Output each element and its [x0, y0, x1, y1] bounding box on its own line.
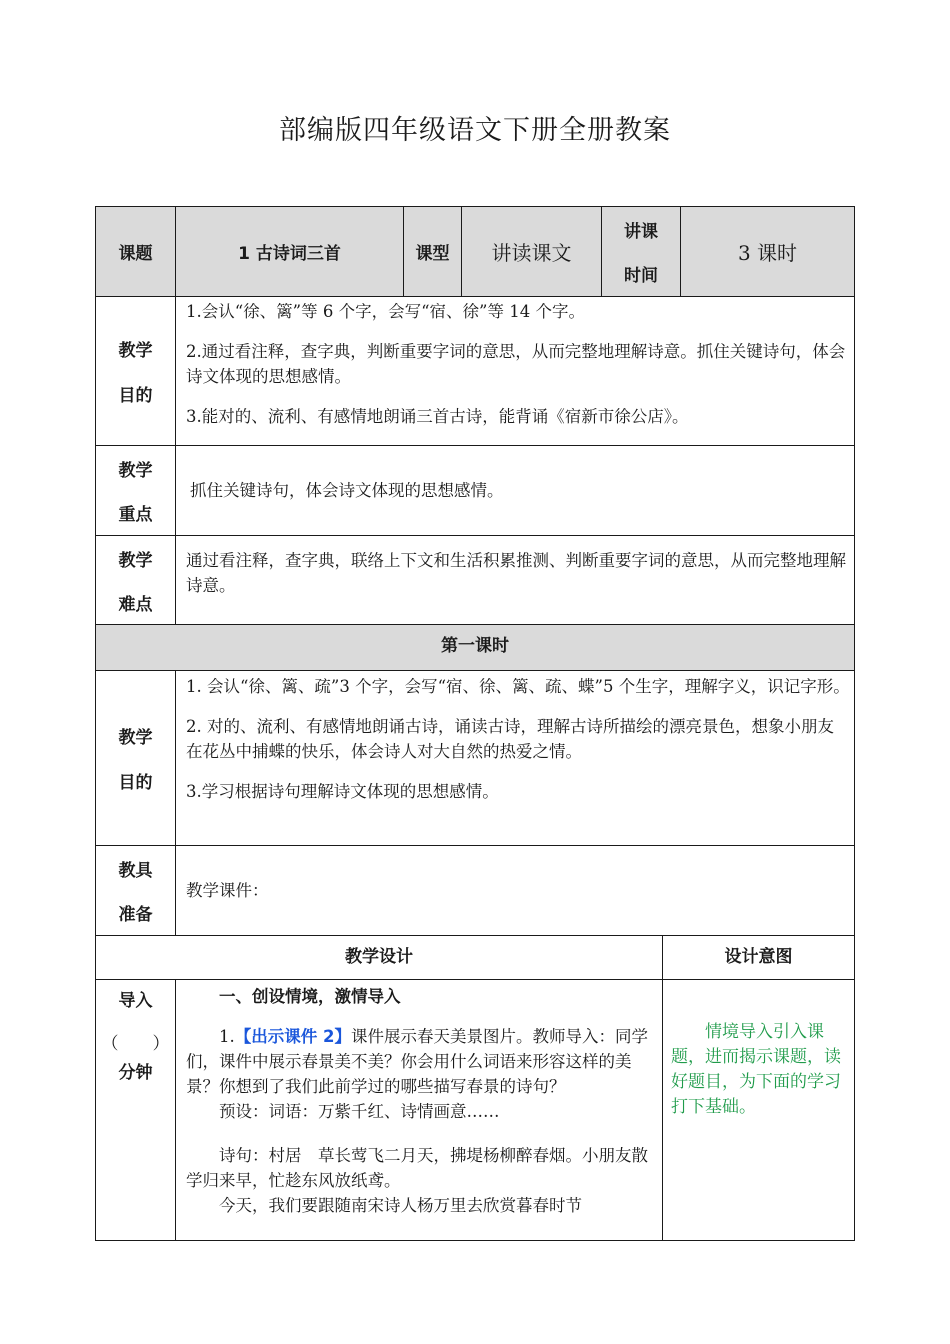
tools-content-cell [175, 845, 855, 936]
intro-paragraph-1-num: 1. [219, 1027, 235, 1046]
lesson1-objectives-label-line2: 目的 [118, 773, 153, 793]
design-header: 教学设计 [345, 947, 413, 967]
topic-value: 1 古诗词三首 [238, 244, 341, 264]
topic-value-cell [175, 206, 404, 297]
intent-content-cell [662, 979, 855, 1241]
courseware-tag: 【出示课件 2】 [234, 1027, 351, 1046]
key-points-label-cell [95, 445, 176, 536]
document-title: 部编版四年级语文下册全册教案 [279, 115, 671, 146]
objective-item: 3.能对的、流利、有感情地朗诵三首古诗，能背诵《宿新市徐公店》。 [186, 407, 689, 426]
difficulties-label-line1: 教学 [118, 550, 153, 571]
time-value-cell [680, 206, 855, 297]
intro-paragraph-2: 预设：词语：万紫千红、诗情画意…… [219, 1102, 500, 1121]
objectives-label-line1: 教学 [118, 341, 153, 361]
objectives-label-line2: 目的 [118, 386, 153, 406]
time-label-cell [601, 206, 681, 297]
lesson1-objective-item: 1. 会认“徐、篱、疏”3 个字，会写“宿、徐、篱、疏、蝶”5 个生字，理解字义，识记字形。 [186, 677, 850, 696]
intent-text: 情境导入引入课题，进而揭示课题，读好题目，为下面的学习打下基础。 [671, 1022, 841, 1117]
intro-label-line2: （ ） [101, 1034, 170, 1054]
intro-content-cell [175, 979, 663, 1241]
time-value: 3 课时 [737, 241, 798, 265]
intro-label-cell [95, 979, 176, 1241]
key-points-label-line1: 教学 [118, 460, 153, 481]
lesson1-objectives-label-line1: 教学 [118, 728, 153, 748]
tools-text: 教学课件： [186, 881, 269, 900]
tools-label-line2: 准备 [118, 905, 153, 926]
lesson1-objectives-content-cell [175, 670, 855, 846]
difficulties-label-line2: 难点 [118, 594, 153, 615]
intro-label-line1: 导入 [118, 991, 153, 1011]
tools-label-line1: 教具 [118, 860, 153, 881]
objective-item: 1.会认“徐、篱”等 6 个字，会写“宿、徐”等 14 个字。 [186, 302, 585, 321]
lesson1-objective-item: 2. 对的、流利、有感情地朗诵古诗，诵读古诗，理解古诗所描绘的漂亮景色，想象小朋友在花丛中捕蝶的快乐，体会诗人对大自然的热爱之情。 [186, 717, 834, 761]
time-label-line2: 时间 [624, 266, 658, 287]
lesson1-heading: 第一课时 [441, 636, 509, 656]
type-label-cell [403, 206, 462, 297]
key-points-label-line2: 重点 [118, 505, 153, 526]
objectives-label-cell [95, 296, 176, 446]
difficulties-text: 通过看注释，查字典，联络上下文和生活积累推测、判断重要字词的意思，从而完整地理解诗意。 [186, 551, 846, 595]
intro-label-line3: 分钟 [118, 1063, 153, 1083]
topic-label-cell [95, 206, 176, 297]
key-points-text: 抓住关键诗句，体会诗文体现的思想感情。 [190, 481, 504, 500]
difficulties-label-cell [95, 535, 176, 625]
key-points-content-cell [175, 445, 855, 536]
difficulties-content-cell [175, 535, 855, 625]
intent-header: 设计意图 [724, 947, 793, 967]
intro-step-title: 一、创设情境，激情导入 [219, 987, 401, 1006]
objective-item: 2.通过看注释，查字典，判断重要字词的意思，从而完整地理解诗意。抓住关键诗句，体会诗文体现的思想感情。 [186, 342, 846, 386]
lesson1-objectives-label-cell [95, 670, 176, 846]
topic-label: 课题 [118, 244, 153, 264]
intro-paragraph-1 [186, 1024, 654, 1099]
intro-paragraph-4: 今天，我们要跟随南宋诗人杨万里去欣赏暮春时节 [219, 1196, 582, 1215]
lesson1-objective-item: 3.学习根据诗句理解诗文体现的思想感情。 [186, 782, 499, 801]
type-value-cell [461, 206, 602, 297]
intro-paragraph-3: 诗句：村居 草长莺飞二月天，拂堤杨柳醉春烟。小朋友散学归来早，忙趁东风放纸鸢。 [186, 1146, 648, 1190]
design-header-cell [95, 935, 663, 980]
type-value: 讲读课文 [491, 241, 572, 265]
intro-paragraph-1-text: 课件展示春天美景图片。教师导入：同学们，课件中展示春景美不美？你会用什么词语来形容这样的美景？你想到了我们此前学过的哪些描写春景的诗句？ [186, 1027, 648, 1096]
type-label: 课型 [415, 244, 450, 264]
objectives-content-cell [175, 296, 855, 446]
lesson1-heading-cell [95, 624, 855, 671]
time-label-line1: 讲课 [624, 221, 658, 242]
tools-label-cell [95, 845, 176, 936]
intent-header-cell [662, 935, 855, 980]
